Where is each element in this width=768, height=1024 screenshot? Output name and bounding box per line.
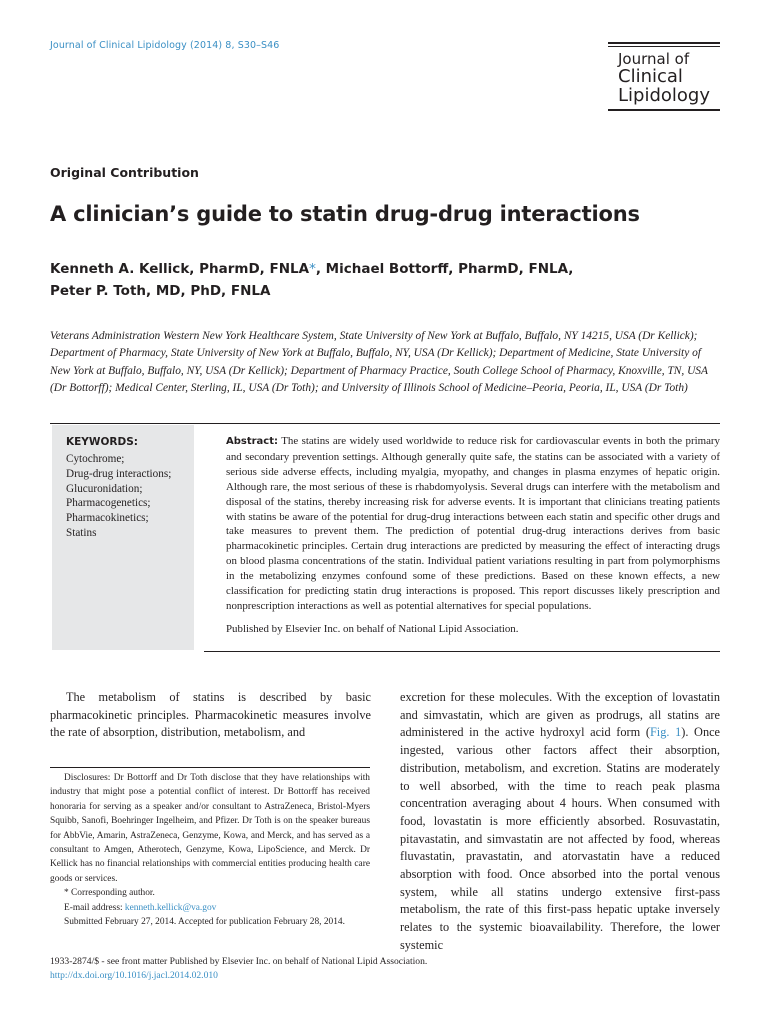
body-text: excretion for these molecules. With the exception of lovastatin and simvastatin, which are given as prodrugs, all statins are administered in the active hydroxyl acid form ( — [400, 690, 720, 740]
keyword-item: Statins — [66, 526, 97, 539]
keyword-item: Pharmacokinetics; — [66, 512, 149, 525]
email-link[interactable]: kenneth.kellick@va.gov — [124, 902, 217, 913]
author-bottorff: , Michael Bottorff, PharmD, FNLA, — [315, 261, 574, 277]
article-title: A clinician’s guide to statin drug-drug interactions — [50, 202, 640, 226]
abstract-text: The statins are widely used worldwide to reduce risk for cardiovascular events in both the primary and secondary prevention settings. Although generally quite safe, the statins can be associated with a variety of serious side adverse effects, including myalgia, myopathy, and changes in plasma enzymes of hepatic origin. Although rare, the most serious of these is rhabdomyolysis. Several drugs can interfere with the metabolism and disposal of the statins, thereby increasing risk for adverse events. It is important that clinicians treating patients with statins be aware of the potential for drug-drug interactions between each statin and specific other drugs and take measures to prevent them. The prediction of potential drug-drug interactions derives from basic pharmacokinetic principles. Certain drug interactions are predicted by measuring the effect of interacting drugs on blood plasma concentrations of the statin. Individual patient variations resulting in part from polymorphisms in the metabolizing enzymes confound some of these predictions. Based on these known effects, a new classification for predicting statin drug interactions is proposed. This report discusses likely prescription and nonprescription interactions as well as potential alternatives for special populations. — [226, 435, 720, 612]
keyword-item: Glucuronidation; — [66, 482, 143, 495]
abstract-label: Abstract: — [226, 436, 279, 447]
footnote-rule — [50, 767, 370, 768]
logo-rule-bottom — [608, 109, 720, 111]
author-list — [50, 258, 720, 302]
keywords-heading: KEYWORDS: — [66, 436, 138, 448]
page-footer — [50, 955, 427, 983]
body-right-column — [400, 689, 720, 955]
keyword-item: Drug-drug interactions; — [66, 467, 172, 480]
affiliations: Veterans Administration Western New York Healthcare System, State University of New York at Buffalo, Buffalo, NY 14215, USA (Dr Kellick); Department of Pharmacy, State University of New York at Buffalo, Buffalo, NY, USA (Dr Kellick); Department of Medicine, State University of New York at Buffalo, Buffalo, NY, USA (Dr Kellick); Department of Pharmacy Practice, South College School of Pharmacy, Knoxville, TN, USA (Dr Bottorff); Medical Center, Sterling, IL, USA (Dr Toth); and University of Illinois School of Medicine–Peoria, Peoria, IL, USA (Dr Toth) — [50, 330, 708, 394]
author-toth: Peter P. Toth, MD, PhD, FNLA — [50, 283, 271, 299]
section-label: Original Contribution — [50, 165, 199, 180]
abstract — [226, 434, 720, 614]
disclosures: Disclosures: Dr Bottorff and Dr Toth disclose that they have relationships with industry that might pose a potential conflict of interest. Dr Bottorff has received honoraria for serving as a speaker and/or consultant to AstraZeneca, Bristol-Myers Squibb, Sanofi, Boehringer Ingelheim, and Pfizer. Dr Toth is on the speaker bureaus for AbbVie, Amarin, AstraZeneca, Genzyme, Kowa, and Merck, and has served as a consultant to Amgen, Atherotech, Genzyme, Kowa, LipoScience, and Merck. Dr Kellick has no financial relationships with commercial entities producing health care goods or services. — [50, 773, 370, 884]
logo-line-3: Lipidology — [618, 85, 710, 106]
logo-rule-top-2 — [608, 46, 720, 48]
journal-citation: Journal of Clinical Lipidology (2014) 8, S30–S46 — [50, 40, 280, 51]
journal-logo — [608, 42, 720, 113]
submission-dates: Submitted February 27, 2014. Accepted for publication February 28, 2014. — [64, 917, 345, 928]
author-kellick: Kenneth A. Kellick, PharmD, FNLA — [50, 261, 310, 277]
logo-rule-top — [608, 42, 720, 44]
corresponding-author-marker[interactable]: * — [309, 261, 316, 277]
logo-line-2: Clinical — [618, 66, 683, 87]
abstract-rule-top — [50, 423, 720, 424]
footnotes — [50, 771, 370, 929]
abstract-rule-bottom — [204, 651, 720, 652]
abstract-publisher-note: Published by Elsevier Inc. on behalf of National Lipid Association. — [226, 623, 519, 635]
doi-link[interactable]: http://dx.doi.org/10.1016/j.jacl.2014.02.010 — [50, 970, 218, 981]
keyword-item: Pharmacogenetics; — [66, 497, 151, 510]
corresponding-author-note: * Corresponding author. — [64, 888, 155, 899]
email-label: E-mail address: — [64, 902, 125, 913]
body-left-column: The metabolism of statins is described by basic pharmacokinetic principles. Pharmacokinetic measures involve the rate of absorption, distribution, metabolism, and — [50, 690, 371, 740]
keyword-item: Cytochrome; — [66, 453, 125, 465]
logo-line-1: Journal of — [618, 50, 690, 68]
figure-1-link[interactable]: Fig. 1 — [649, 725, 682, 740]
issn-line: 1933-2874/$ - see front matter Published by Elsevier Inc. on behalf of National Lipid Association. — [50, 956, 428, 967]
email-line — [50, 901, 370, 915]
body-text: ). Once ingested, various other factors affect their absorption, distribution, metabolism, and excretion. Statins are moderately to well absorbed, with the time to reach peak plasma concentration averaging about 4 hours. When consumed with food, lovastatin is more efficiently absorbed. Rosuvastatin, pitavastatin, and simvastatin are not affected by food, whereas fluvastatin, pravastatin, and atorvastatin have a reduced absorption with food. Once absorbed into the portal venous system, while all statins undergo extensive first-pass metabolism, the rate of this first-pass hepatic uptake inversely relates to the systemic bioavailability. Therefore, the lower systemic — [400, 725, 721, 952]
keywords-list — [66, 452, 171, 541]
